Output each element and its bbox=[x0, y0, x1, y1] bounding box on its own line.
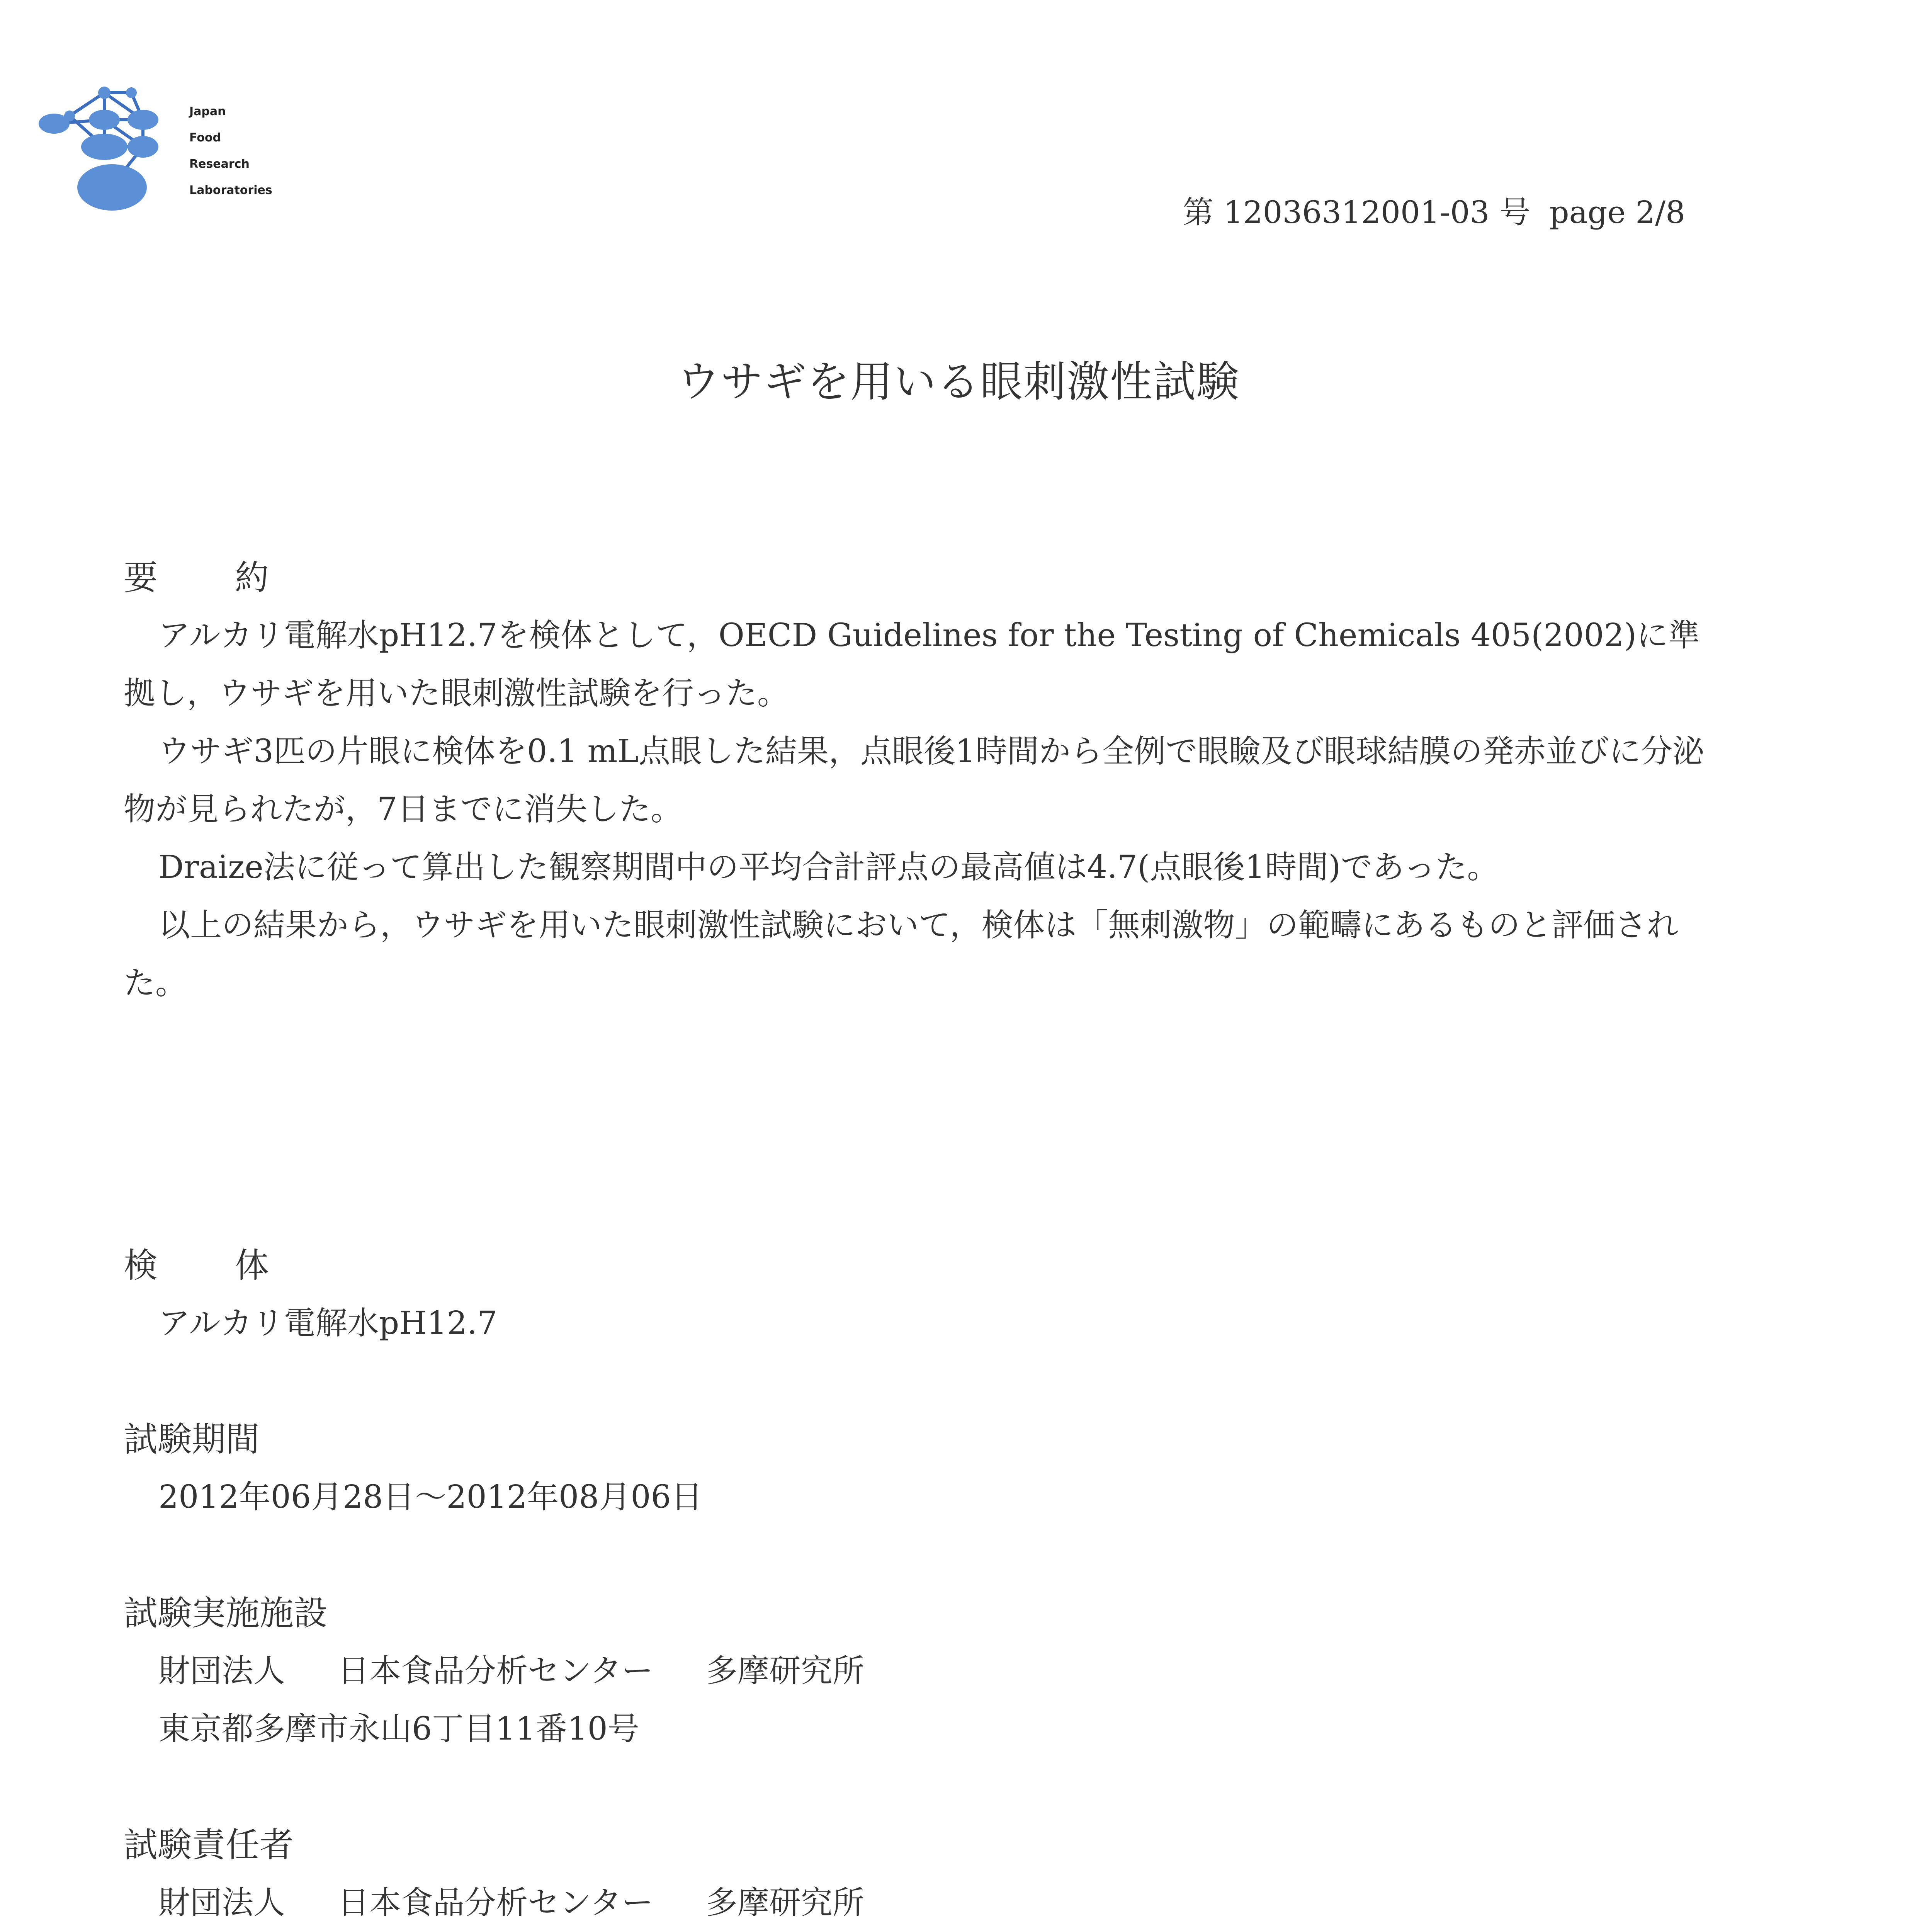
summary-heading: 要約 bbox=[124, 558, 347, 597]
org-name: 日本食品分析センター bbox=[338, 1884, 653, 1921]
facility-heading: 試験実施施設 bbox=[124, 1593, 328, 1633]
specimen-section bbox=[124, 1236, 1708, 1352]
summary-paragraph: アルカリ電解水pH12.7を検体として，OECD Guidelines for the Testing of Chemicals 405(2002)に準拠し，ウサギを用いた眼刺激性試験を行った。 bbox=[124, 617, 1700, 712]
org-branch: 多摩研究所 bbox=[705, 1884, 864, 1921]
specimen-heading: 検体 bbox=[124, 1245, 347, 1285]
summary-section bbox=[124, 549, 1708, 1012]
summary-paragraph: 以上の結果から，ウサギを用いた眼刺激性試験において，検体は「無刺激物」の範疇にあるものと評価された。 bbox=[124, 907, 1679, 1002]
facility-address: 東京都多摩市永山6丁目11番10号 bbox=[158, 1711, 639, 1747]
logo-line: Japan bbox=[189, 105, 226, 118]
summary-paragraph: ウサギ3匹の片眼に検体を0.1 mL点眼した結果，点眼後1時間から全例で眼瞼及び眼球結膜の発赤並びに分泌物が見られたが，7日までに消失した。 bbox=[124, 733, 1705, 828]
logo-line: Food bbox=[189, 131, 221, 145]
summary-paragraph: Draize法に従って算出した観察期間中の平均合計評点の最高値は4.7(点眼後1時間)であった。 bbox=[158, 849, 1499, 886]
org-type: 財団法人 bbox=[158, 1884, 286, 1921]
logo-line: Research bbox=[189, 157, 250, 171]
org-type: 財団法人 bbox=[158, 1653, 286, 1689]
facility-org bbox=[124, 1642, 1708, 1700]
page-label: page 2/8 bbox=[1549, 194, 1685, 230]
period-heading: 試験期間 bbox=[124, 1419, 260, 1459]
specimen-value: アルカリ電解水pH12.7 bbox=[158, 1305, 498, 1342]
director-org bbox=[124, 1874, 1708, 1932]
page-title: ウサギを用いる眼刺激性試験 bbox=[677, 357, 1240, 406]
director-heading: 試験責任者 bbox=[124, 1825, 294, 1865]
logo-line: Laboratories bbox=[189, 184, 272, 197]
period-section bbox=[124, 1410, 1708, 1526]
logo-text bbox=[189, 99, 272, 204]
period-value: 2012年06月28日～2012年08月06日 bbox=[158, 1479, 703, 1515]
facility-section bbox=[124, 1584, 1708, 1758]
org-branch: 多摩研究所 bbox=[705, 1653, 864, 1689]
org-name: 日本食品分析センター bbox=[338, 1653, 653, 1689]
director-section bbox=[124, 1816, 1708, 1932]
doc-number: 第 12036312001-03 号 bbox=[1183, 194, 1530, 230]
document-number bbox=[1183, 187, 1685, 232]
